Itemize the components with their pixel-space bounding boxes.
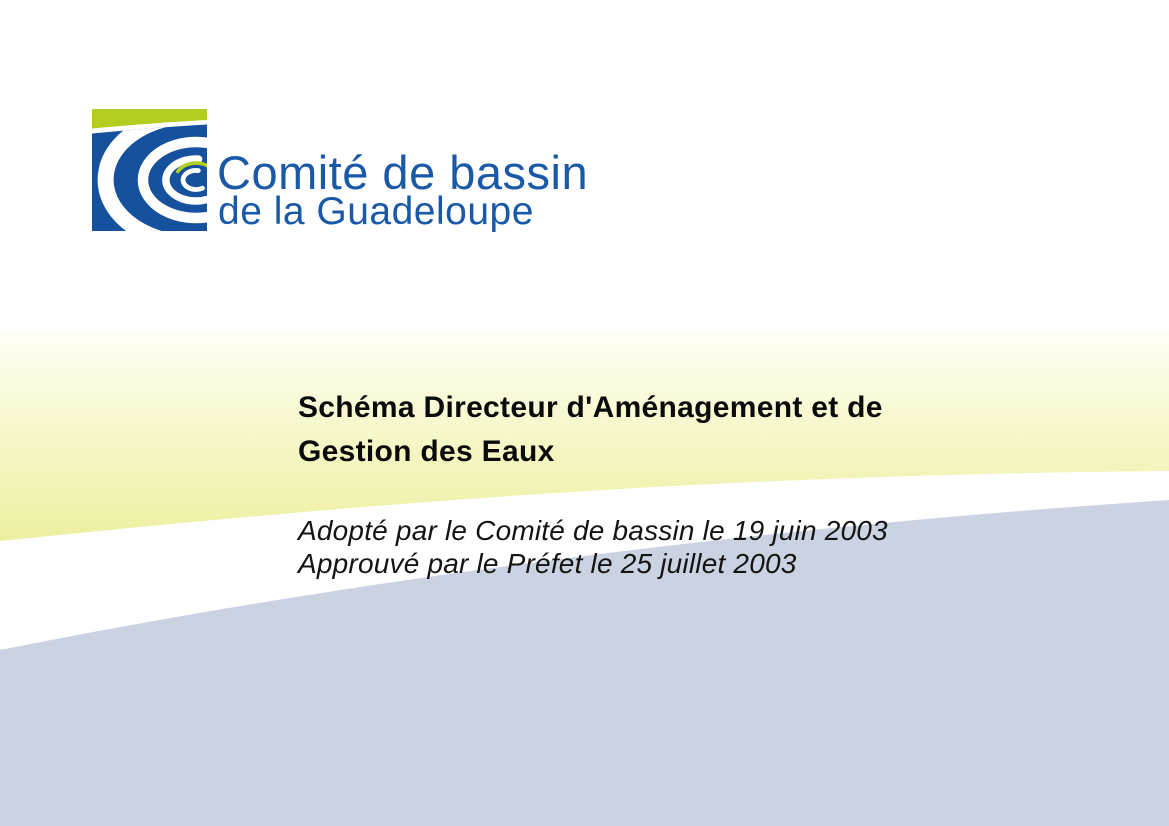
logo-organization-line2: de la Guadeloupe: [218, 190, 534, 233]
subtitle-approval-line: Approuvé par le Préfet le 25 juillet 2003: [298, 548, 797, 579]
water-ripples-icon: [92, 109, 207, 231]
slide-subtitle: [298, 514, 888, 580]
slide-title-line1: Schéma Directeur d'Aménagement et de: [298, 391, 883, 424]
logo: [92, 109, 589, 239]
subtitle-adoption-line: Adopté par le Comité de bassin le 19 juin 2003: [298, 515, 888, 546]
logo-organization-line1: Comité de bassin: [217, 146, 589, 199]
slide-title: [298, 386, 883, 474]
slide-title-line2: Gestion des Eaux: [298, 435, 555, 468]
